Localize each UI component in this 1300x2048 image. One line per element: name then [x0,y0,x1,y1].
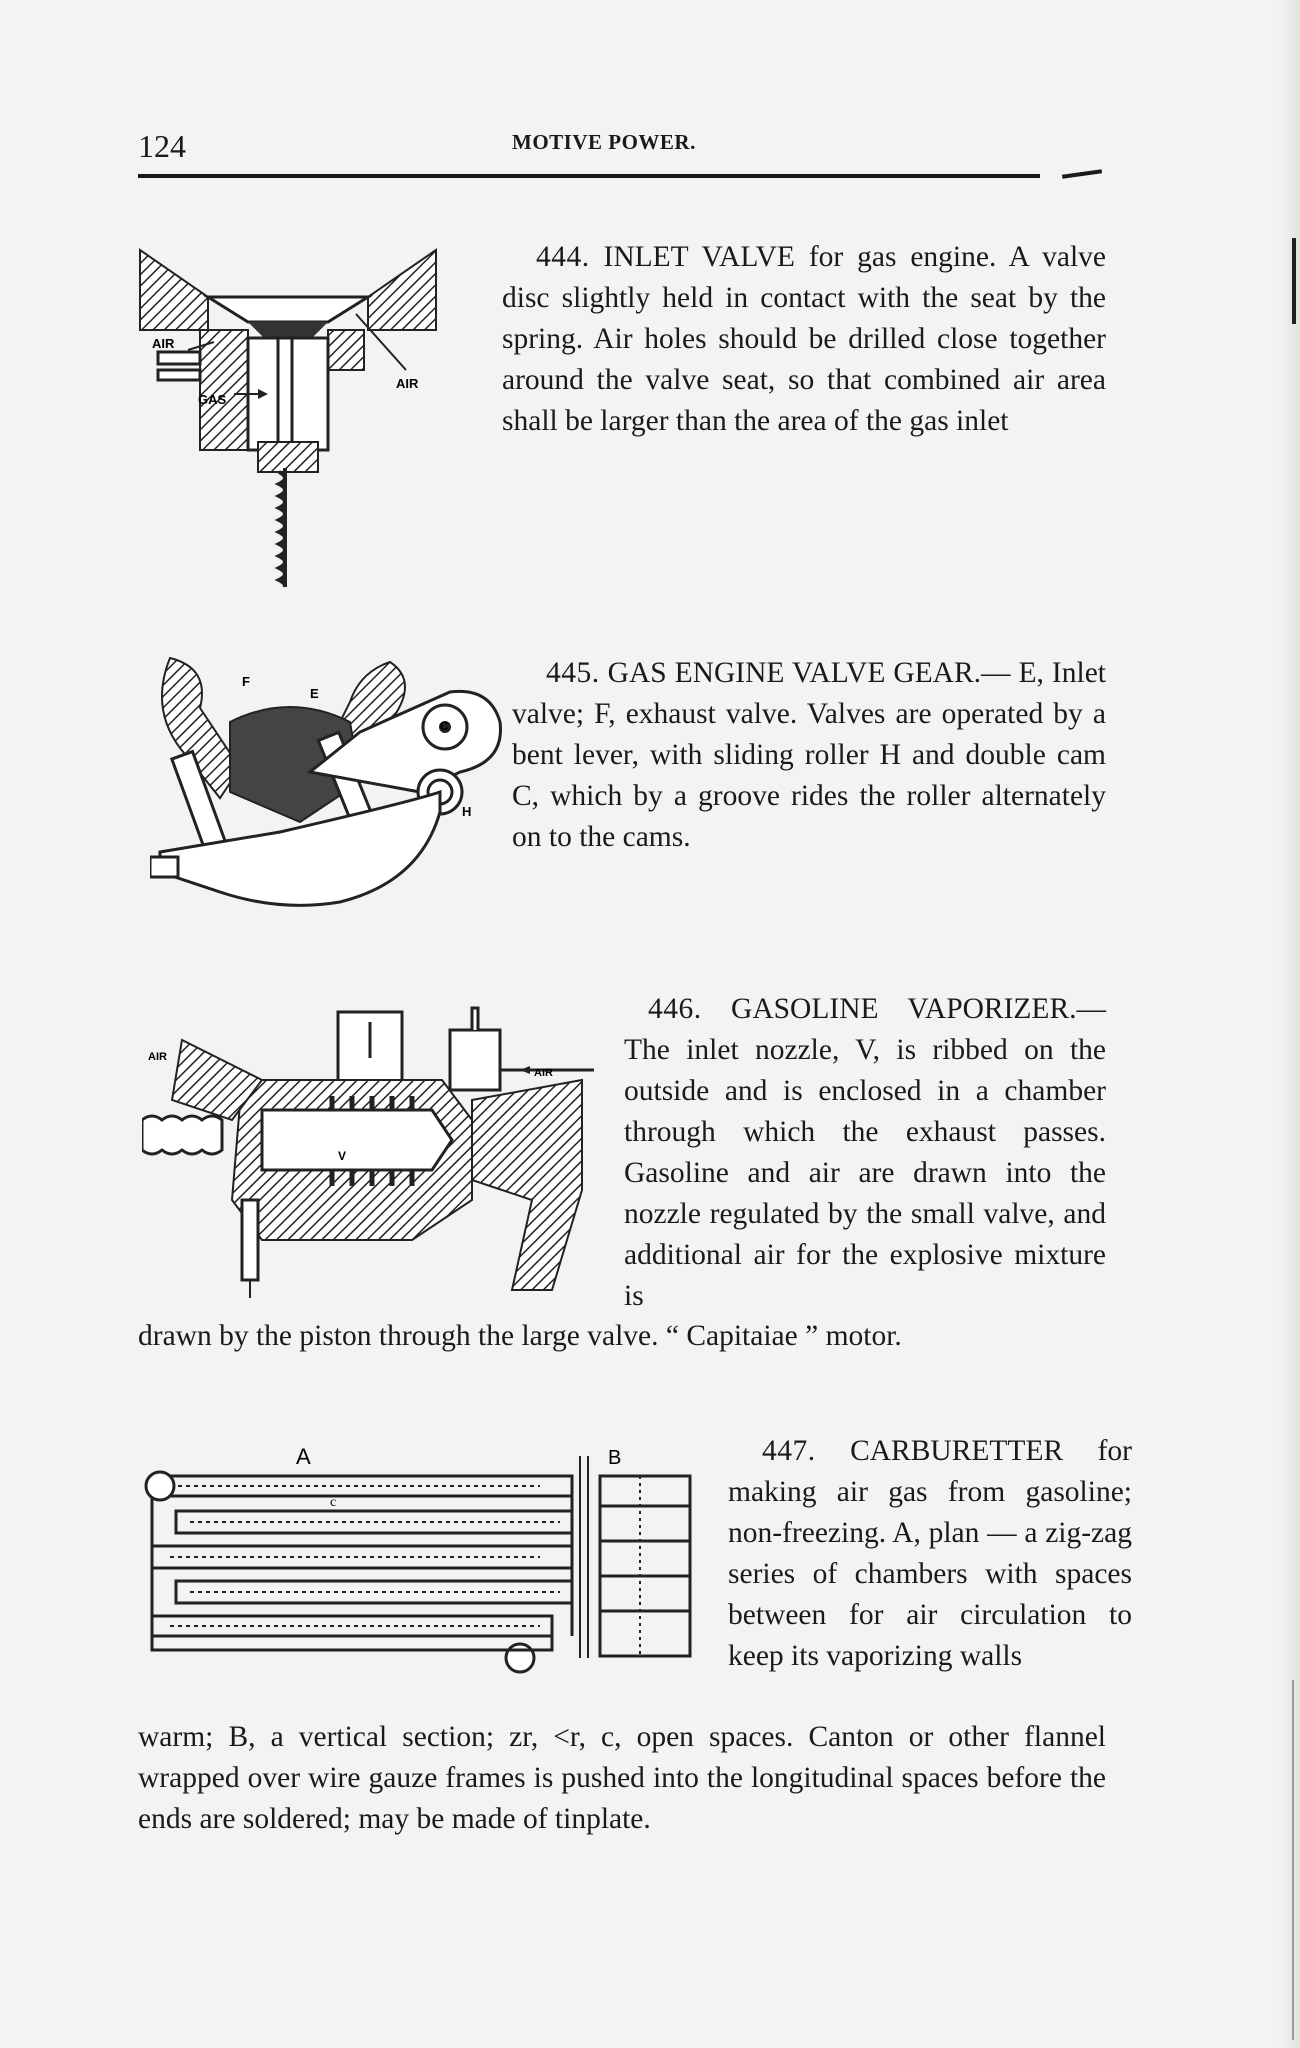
page-edge-mark [1292,1680,1294,2040]
figure-label: AIR [534,1067,553,1079]
figure-label: AIR [152,336,175,351]
inlet-valve-figure [138,242,438,587]
entry-title: INLET VALVE [603,241,795,273]
entry-number: 445. [546,657,600,689]
figure-label: E [310,686,319,701]
entry-number: 447. [762,1435,816,1467]
header-rule [138,174,1040,178]
gasoline-vaporizer-figure [142,1000,596,1300]
entry-title: GASOLINE VAPORIZER. [731,993,1077,1025]
entry-444 [502,237,1106,442]
entry-number: 444. [536,241,590,273]
figure-label: B [608,1447,622,1469]
entry-title: GAS ENGINE VALVE GEAR. [607,657,982,689]
entry-text: — E, Inlet valve; F, exhaust valve. Valves are operated by a bent lever, with sliding roller H and double cam C, which by a groove rides the roller alternately on to the cams. [512,657,1106,853]
entry-447 [728,1431,1132,1677]
page-number: 124 [138,128,186,164]
carburetter-figure [140,1446,700,1696]
figure-label: A [296,1446,311,1469]
figure-label: F [242,674,250,689]
figure-label: H [462,804,472,819]
page-edge-mark [1292,238,1296,324]
entry-number: 446. [648,993,702,1025]
header-rule-end [1062,169,1102,179]
figure-label: AIR [396,376,419,391]
figure-label: GAS [198,392,227,407]
entry-text: for making air gas from gasoline; non-freezing. A, plan — a zig-zag series of chambers with spaces between for air circulation to keep its vaporizing walls [728,1435,1133,1672]
valve-gear-figure [150,652,522,912]
figure-label: V [338,1149,347,1163]
entry-text: for gas engine. A valve disc slightly held in contact with the seat by the spring. Air holes should be drilled close together around the valve seat, so that combined air area shall be larger than the area of the gas inlet [502,241,1107,437]
page-edge-shadow [1278,0,1300,2048]
entry-text: — The inlet nozzle, V, is ribbed on the outside and is enclosed in a chamber through which the exhaust passes. Gasoline and air are drawn into the nozzle regulated by the small valve, and additional air for the explosive mixture is [624,993,1106,1312]
running-head: MOTIVE POWER. [512,130,696,154]
entry-446-continued: drawn by the piston through the large valve. “ Capitaiae ” motor. [138,1320,902,1352]
figure-label: c [330,1495,337,1510]
entry-446 [624,989,1106,1317]
entry-447-continued: warm; B, a vertical section; zr, <r, c, open spaces. Canton or other flannel wrapped over wire gauze frames is pushed into the longitudinal spaces before the ends are soldered; may be made of tinplate. [138,1721,1106,1835]
entry-445 [512,653,1106,858]
figure-label: AIR [148,1051,167,1063]
entry-title: CARBURETTER [850,1435,1064,1467]
figure-label: C [440,719,449,733]
